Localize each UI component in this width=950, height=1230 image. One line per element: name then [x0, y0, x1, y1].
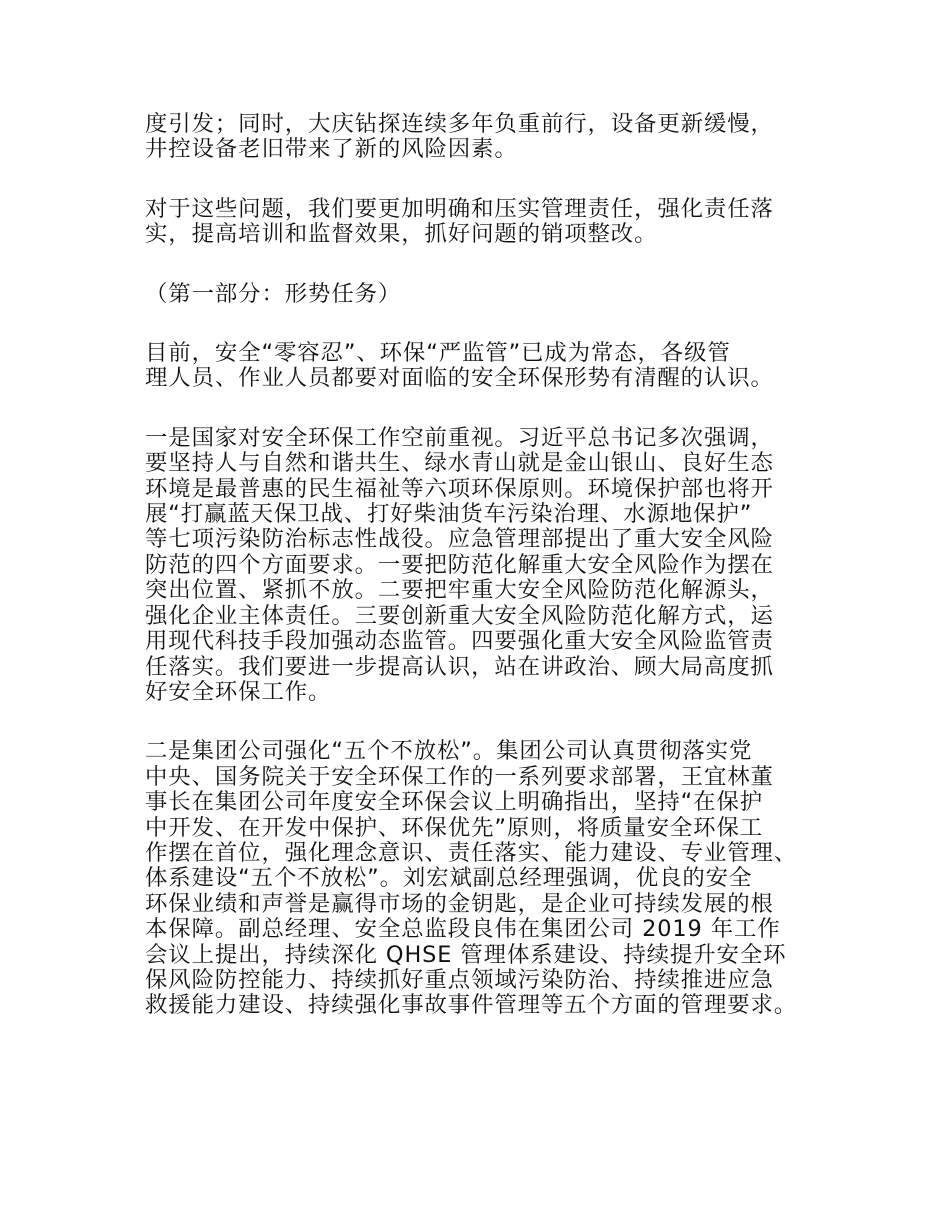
text-line: 用现代科技手段加强动态监管。四要强化重大安全风险监管责 — [145, 628, 774, 655]
text-line: 对于这些问题，我们要更加明确和压实管理责任，强化责任落 — [145, 195, 774, 222]
text-line: 要坚持人与自然和谐共生、绿水青山就是金山银山、良好生态 — [145, 450, 774, 477]
text-line: 实，提高培训和监督效果，抓好问题的销项整改。 — [145, 221, 658, 248]
paragraph-5 — [145, 739, 830, 1018]
paragraph-2 — [145, 197, 830, 248]
text-line: 好安全环保工作。 — [145, 678, 332, 705]
text-line: 环保业绩和声誉是赢得市场的金钥匙，是企业可持续发展的根 — [145, 890, 774, 917]
text-line: 救援能力建设、持续强化事故事件管理等五个方面的管理要求。 — [145, 992, 798, 1019]
paragraph-4 — [145, 426, 830, 705]
text-line: 强化企业主体责任。三要创新重大安全风险防范化解方式，运 — [145, 602, 774, 629]
text-line: 作摆在首位，强化理念意识、责任落实、能力建设、专业管理、 — [145, 839, 798, 866]
text-line: 中开发、在开发中保护、环保优先”原则，将质量安全环保工 — [145, 814, 764, 841]
text-line: 保风险防控能力、持续抓好重点领域污染防治、持续推进应急 — [145, 966, 774, 993]
section-heading — [145, 282, 830, 307]
text-line: 体系建设“五个不放松”。刘宏斌副总经理强调，优良的安全 — [145, 865, 753, 892]
text-line: 井控设备老旧带来了新的风险因素。 — [145, 136, 518, 163]
text-line: 环境是最普惠的民生福祉等六项环保原则。环境保护部也将开 — [145, 475, 774, 502]
text-line: 会议上提出，持续深化 QHSE 管理体系建设、持续提升安全环 — [145, 941, 787, 968]
paragraph-1 — [145, 112, 830, 163]
text-line: 理人员、作业人员都要对面临的安全环保形势有清醒的认识。 — [145, 365, 774, 392]
text-line: 防范的四个方面要求。一要把防范化解重大安全风险作为摆在 — [145, 551, 774, 578]
text-line: 展“打赢蓝天保卫战、打好柴油货车污染治理、水源地保护” — [145, 501, 753, 528]
text-line: 目前，安全“零容忍”、环保“严监管”已成为常态，各级管 — [145, 340, 731, 367]
text-line: 二是集团公司强化“五个不放松”。集团公司认真贯彻落实党 — [145, 738, 753, 765]
text-line: 本保障。副总经理、安全总监段良伟在集团公司 2019 年工作 — [145, 916, 781, 943]
text-line: 中央、国务院关于安全环保工作的一系列要求部署，王宜林董 — [145, 763, 774, 790]
text-line: 等七项污染防治标志性战役。应急管理部提出了重大安全风险 — [145, 526, 774, 553]
text-line: 度引发；同时，大庆钻探连续多年负重前行，设备更新缓慢， — [145, 111, 774, 137]
document-body — [145, 112, 830, 1053]
text-line: 突出位置、紧抓不放。二要把牢重大安全风险防范化解源头， — [145, 577, 774, 604]
paragraph-3 — [145, 341, 830, 392]
text-line: 一是国家对安全环保工作空前重视。习近平总书记多次强调， — [145, 424, 774, 451]
text-line: 事长在集团公司年度安全环保会议上明确指出，坚持“在保护 — [145, 789, 764, 816]
text-line: 任落实。我们要进一步提高认识，站在讲政治、顾大局高度抓 — [145, 653, 774, 680]
text-line: （第一部分：形势任务） — [145, 280, 402, 307]
